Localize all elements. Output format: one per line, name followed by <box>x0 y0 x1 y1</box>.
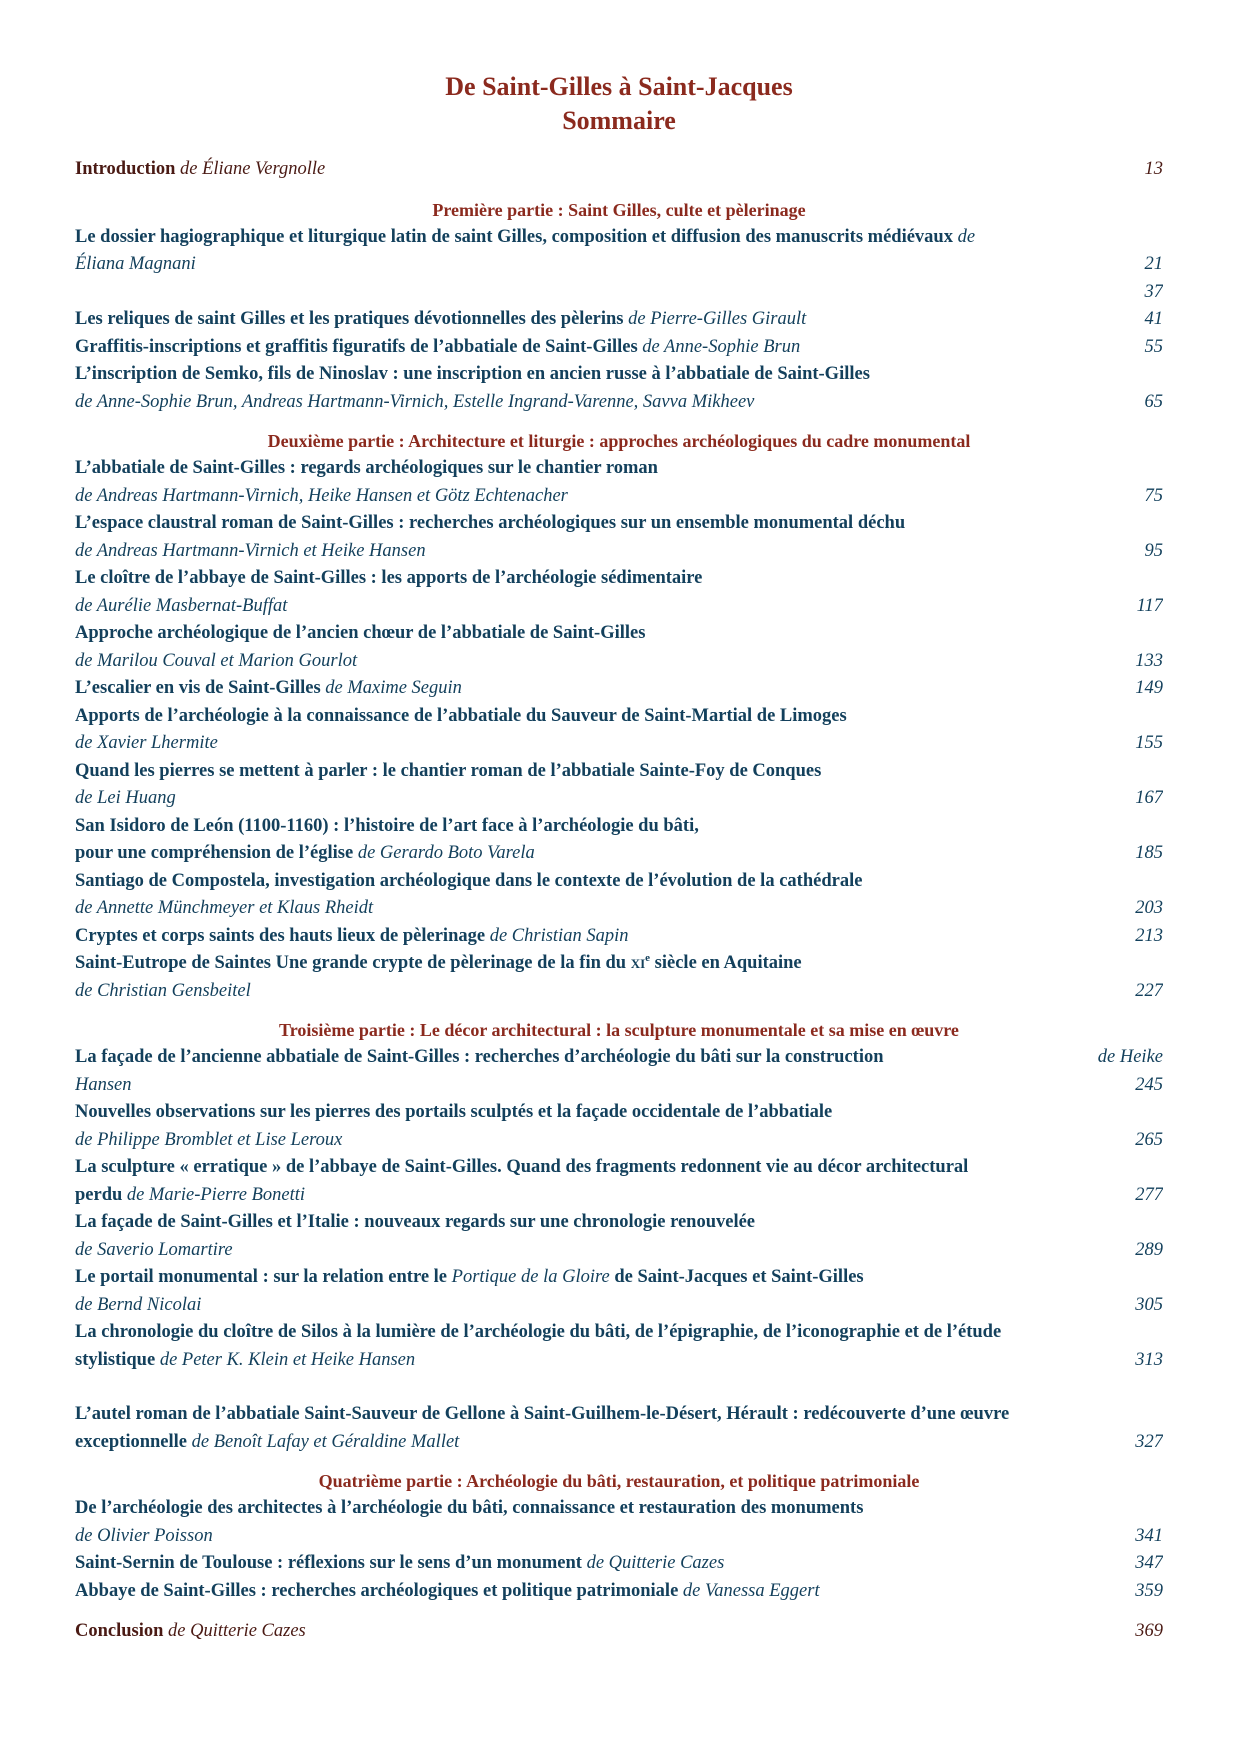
entry-title: De l’archéologie des architectes à l’archéologie du bâti, connaissance et restauration des monuments <box>75 1498 864 1518</box>
entry-title: perdu <box>75 1184 123 1205</box>
table-of-contents <box>75 70 1163 1646</box>
entry-title: Nouvelles observations sur les pierres des portails sculptés et la façade occidentale de l’abbatiale <box>75 1102 833 1122</box>
toc-entry <box>75 455 1163 510</box>
entry-author: de Benoît Lafay et Géraldine Mallet <box>191 1431 460 1452</box>
entry-title: La façade de l’ancienne abbatiale de Saint-Gilles : recherches d’archéologie du bâti sur la construction <box>75 1047 884 1067</box>
entry-title: San Isidoro de León (1100-1160) : l’histoire de l’art face à l’archéologie du bâti, <box>75 815 699 836</box>
entry-title: L’abbatiale de Saint-Gilles : regards archéologiques sur le chantier roman <box>75 458 658 478</box>
entry-title: La sculpture « erratique » de l’abbaye de Saint-Gilles. Quand des fragments redonnent vie au décor architectural <box>75 1157 969 1177</box>
entry-page: 149 <box>1135 678 1163 698</box>
entry-title: Saint-Sernin de Toulouse : réflexions sur le sens d’un monument <box>75 1553 582 1573</box>
entry-title: Conclusion <box>75 1621 164 1641</box>
entry-author: de Peter K. Klein et Heike Hansen <box>159 1349 416 1370</box>
entry-author: de Aurélie Masbernat-Buffat <box>75 595 288 616</box>
part4-title: Quatrième partie : Archéologie du bâti, restauration, et politique patrimoniale <box>318 1471 920 1491</box>
entry-page: 313 <box>1135 1349 1163 1370</box>
entry-author: Éliana Magnani <box>75 254 196 274</box>
entry-title: L’escalier en vis de Saint-Gilles <box>75 678 321 698</box>
entry-page: 265 <box>1135 1129 1163 1150</box>
entry-page: 245 <box>1135 1074 1163 1095</box>
entry-page: 117 <box>1136 595 1163 616</box>
toc-entry <box>75 1044 1163 1099</box>
entry-page: 55 <box>1144 336 1163 357</box>
entry-author: de Marie-Pierre Bonetti <box>126 1184 306 1205</box>
entry-author: de Quitterie Cazes <box>586 1553 725 1573</box>
entry-title: La façade de Saint-Gilles et l’Italie : nouveaux regards sur une chronologie renouvelée <box>75 1212 756 1232</box>
entry-title: Approche archéologique de l’ancien chœur de l’abbatiale de Saint-Gilles <box>75 623 646 643</box>
entry-title: Abbaye de Saint-Gilles : recherches archéologiques et politique patrimoniale <box>75 1580 679 1601</box>
toc-entry <box>75 868 1163 923</box>
entry-title: Le cloître de l’abbaye de Saint-Gilles : les apports de l’archéologie sédimentaire <box>75 568 703 588</box>
entry-page: 37 <box>1144 281 1163 302</box>
toc-entry <box>75 620 1163 675</box>
entry-author: de Anne-Sophie Brun <box>642 336 801 357</box>
entry-author: de Olivier Poisson <box>75 1525 213 1546</box>
entry-author: Hansen <box>75 1074 132 1095</box>
entry-author: de Bernd Nicolai <box>75 1294 202 1315</box>
toc-entry <box>75 923 1163 951</box>
entry-author: de Philippe Bromblet et Lise Leroux <box>75 1129 343 1150</box>
entry-author: de Maxime Seguin <box>325 678 462 698</box>
entry-author: de Quitterie Cazes <box>168 1621 306 1641</box>
entry-title: Quand les pierres se mettent à parler : le chantier roman de l’abbatiale Sainte-Foy de Conques <box>75 760 822 781</box>
toc-entry <box>75 1319 1163 1374</box>
entry-title: Les reliques de saint Gilles et les pratiques dévotionnelles des pèlerins <box>75 309 624 329</box>
entry-author: de Xavier Lhermite <box>75 733 218 753</box>
entry-author: de Pierre-Gilles Girault <box>628 309 807 329</box>
entry-author: de Éliane Vergnolle <box>180 159 326 179</box>
toc-entry <box>75 565 1163 620</box>
entry-title: La chronologie du cloître de Silos à la lumière de l’archéologie du bâti, de l’épigraphie, de l’iconographie et de l’étude <box>75 1322 1002 1342</box>
toc-entry-introduction <box>75 156 1163 184</box>
entry-title: Santiago de Compostela, investigation archéologique dans le contexte de l’évolution de la cathédrale <box>75 870 863 891</box>
entry-page: 327 <box>1135 1431 1163 1452</box>
book-title: De Saint-Gilles à Saint-Jacques <box>445 72 793 101</box>
entry-title: stylistique <box>75 1349 156 1370</box>
entry-page: 227 <box>1135 980 1163 1001</box>
entry-page: 185 <box>1135 843 1163 863</box>
entry-title: L’autel roman de l’abbatiale Saint-Sauveur de Gellone à Saint-Guilhem-le-Désert, Hérault : redécouverte d’une œuvre <box>75 1404 1010 1424</box>
toc-entry <box>75 703 1163 758</box>
entry-title: Le dossier hagiographique et liturgique latin de saint Gilles, composition et diffusion des manuscrits médiévaux <box>75 226 953 247</box>
entry-page: 347 <box>1135 1553 1163 1573</box>
entry-title: Apports de l’archéologie à la connaissance de l’abbatiale du Sauveur de Saint-Martial de Limoges <box>75 705 847 726</box>
entry-author: de Lei Huang <box>75 788 176 808</box>
entry-page: 341 <box>1135 1525 1163 1546</box>
toc-entry <box>75 1495 1163 1550</box>
toc-entry <box>75 675 1163 703</box>
entry-title: L’inscription de Semko, fils de Ninoslav : une inscription en ancien russe à l’abbatiale de Saint-Gilles <box>75 364 870 384</box>
toc-entry <box>75 813 1163 868</box>
entry-author: de Marilou Couval et Marion Gourlot <box>75 650 358 671</box>
toc-entry <box>75 306 1163 334</box>
toc-entry <box>75 279 1163 307</box>
entry-author: de Heike <box>1097 1047 1163 1067</box>
entry-title: Introduction <box>75 159 176 179</box>
part3-title: Troisième partie : Le décor architectural : la sculpture monumentale et sa mise en œuvre <box>279 1020 959 1040</box>
entry-author: de Gerardo Boto Varela <box>357 843 535 863</box>
entry-page: 203 <box>1135 898 1163 918</box>
toc-entry <box>75 224 1163 279</box>
toc-entry <box>75 1154 1163 1209</box>
entry-page: 369 <box>1135 1621 1163 1641</box>
entry-title: pour une compréhension de l’église <box>75 843 354 863</box>
entry-title: Le portail monumental : sur la relation entre le Portique de la Gloire de Saint-Jacques et Saint-Gilles <box>75 1267 864 1287</box>
toc-entry <box>75 1264 1163 1319</box>
toc-entry <box>75 1099 1163 1154</box>
entry-page: 65 <box>1144 391 1163 412</box>
entry-author: de Saverio Lomartire <box>75 1239 233 1260</box>
toc-entry <box>75 950 1163 1005</box>
entry-title: Cryptes et corps saints des hauts lieux de pèlerinage <box>75 925 486 946</box>
entry-author: de Christian Gensbeitel <box>75 980 251 1001</box>
toc-entry <box>75 1578 1163 1606</box>
toc-entry <box>75 334 1163 362</box>
part1-title: Première partie : Saint Gilles, culte et pèlerinage <box>432 199 806 220</box>
entry-author: de Anne-Sophie Brun, Andreas Hartmann-Virnich, Estelle Ingrand-Varenne, Savva Mikheev <box>75 391 755 412</box>
toc-entry <box>75 510 1163 565</box>
entry-page: 305 <box>1135 1294 1163 1315</box>
entry-page: 133 <box>1135 650 1163 671</box>
toc-entry <box>75 1401 1163 1456</box>
toc-entry <box>75 1209 1163 1264</box>
entry-author: de Christian Sapin <box>489 925 629 946</box>
toc-entry <box>75 1550 1163 1578</box>
entry-title: L’espace claustral roman de Saint-Gilles : recherches archéologiques sur un ensemble monumental déchu <box>75 513 906 533</box>
entry-page: 155 <box>1135 733 1163 753</box>
entry-page: 277 <box>1135 1184 1163 1205</box>
entry-page: 95 <box>1144 540 1163 561</box>
entry-author: de Vanessa Eggert <box>682 1580 820 1601</box>
toc-entry-conclusion <box>75 1618 1163 1646</box>
toc-entry <box>75 758 1163 813</box>
entry-title: Saint-Eutrope de Saintes Une grande crypte de pèlerinage de la fin du $xi^e$ siècle en Aquitaine <box>75 951 802 973</box>
toc-entry <box>75 361 1163 416</box>
entry-page: 41 <box>1144 309 1163 329</box>
entry-page: 289 <box>1135 1239 1163 1260</box>
entry-author: de Andreas Hartmann-Virnich et Heike Hansen <box>75 540 426 561</box>
entry-title: exceptionnelle <box>75 1431 188 1452</box>
entry-page: 21 <box>1144 254 1163 274</box>
entry-page: 213 <box>1135 925 1163 946</box>
toc-heading: Sommaire <box>562 106 676 135</box>
entry-author: de Andreas Hartmann-Virnich, Heike Hansen et Götz Echtenacher <box>75 485 568 506</box>
entry-page: 75 <box>1144 485 1163 506</box>
entry-page: 359 <box>1135 1580 1163 1601</box>
entry-page: 167 <box>1135 788 1163 808</box>
entry-author: de <box>957 226 976 247</box>
part2-title: Deuxième partie : Architecture et liturgie : approches archéologiques du cadre monumental <box>267 431 971 451</box>
entry-title: Graffitis-inscriptions et graffitis figuratifs de l’abbatiale de Saint-Gilles <box>75 336 638 357</box>
entry-author: de Annette Münchmeyer et Klaus Rheidt <box>75 898 374 918</box>
entry-page: 13 <box>1144 159 1163 179</box>
